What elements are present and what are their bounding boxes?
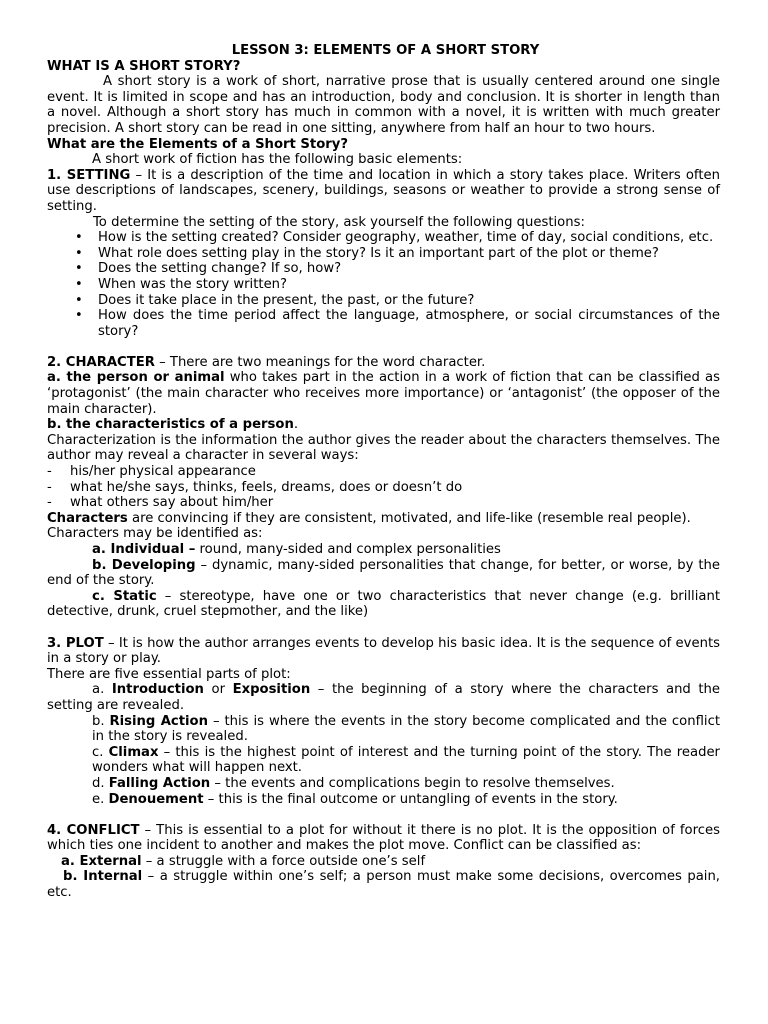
- spacer: [47, 620, 720, 636]
- plot-parts-intro: There are five essential parts of plot:: [47, 666, 291, 682]
- bullet-icon: •: [75, 230, 83, 246]
- list-item: • Does the setting change? If so, how?: [75, 261, 342, 277]
- setting-text: – It is a description of the time and location in which a story takes place. Writers often use descriptions of landscapes, scenery, buildings, seasons or weather to provide a strong sense of setting.: [47, 167, 720, 214]
- character-paragraph: 2. CHARACTER – There are two meanings for the word character.: [47, 354, 486, 370]
- character-meaning-b: b. the characteristics of a person.: [47, 417, 299, 433]
- bullet-icon: •: [75, 276, 83, 292]
- conflict-label: 4. CONFLICT: [47, 822, 140, 838]
- list-item: • What role does setting play in the story? Is it an important part of the plot or theme?: [75, 245, 659, 261]
- conflict-internal: b. Internal – a struggle within one’s self; a person must make some decisions, overcomes pain, etc.: [47, 869, 720, 901]
- character-type-developing: b. Developing – dynamic, many-sided personalities that change, for better, or worse, by the end of the story.: [47, 557, 720, 589]
- character-label: 2. CHARACTER: [47, 354, 155, 370]
- characterization-paragraph: Characterization is the information the author gives the reader about the characters themselves. The author may reveal a character in several ways:: [47, 432, 720, 464]
- spacer: [47, 339, 720, 355]
- intro-heading: WHAT IS A SHORT STORY?: [47, 58, 241, 74]
- plot-part-e: e. Denouement – this is the final outcome or untangling of events in the story.: [92, 791, 618, 807]
- character-type-individual: a. Individual – round, many-sided and complex personalities: [92, 542, 501, 557]
- list-item: • How is the setting created? Consider geography, weather, time of day, social conditions, etc.: [75, 230, 714, 246]
- character-ways: [47, 464, 720, 511]
- elements-lead: A short work of fiction has the following basic elements:: [92, 152, 463, 168]
- list-item: • Does it take place in the present, the past, or the future?: [75, 292, 475, 308]
- plot-part-b: b. Rising Action – this is where the events in the story become complicated and the conflict in the story is revealed.: [92, 713, 720, 745]
- conflict-external: a. External – a struggle with a force outside one’s self: [61, 853, 426, 869]
- character-meaning-a: a. the person or animal who takes part in the action in a work of fiction that can be classified as ‘protagonist’ (the main character who receives more importance) or ‘antagonist’ (the opposer of the main character).: [47, 370, 720, 417]
- bullet-icon: •: [75, 261, 83, 277]
- elements-heading: What are the Elements of a Short Story?: [47, 136, 349, 152]
- setting-paragraph: [47, 168, 720, 215]
- characters-identified: Characters may be identified as:: [47, 526, 263, 542]
- list-item: • When was the story written?: [75, 276, 288, 292]
- list-item: - what he/she says, thinks, feels, dreams, does or doesn’t do: [47, 479, 463, 495]
- plot-part-d: d. Falling Action – the events and complications begin to resolve themselves.: [92, 775, 615, 791]
- dash-icon: -: [47, 479, 52, 495]
- dash-icon: -: [47, 464, 52, 480]
- plot-part-c: c. Climax – this is the highest point of interest and the turning point of the story. The reader wonders what will happen next.: [92, 744, 720, 776]
- list-item: - his/her physical appearance: [47, 464, 256, 480]
- setting-label: 1. SETTING: [47, 167, 131, 183]
- bullet-icon: •: [75, 308, 83, 324]
- plot-label: 3. PLOT: [47, 635, 104, 651]
- character-type-static: c. Static – stereotype, have one or two characteristics that never change (e.g. brilliant detective, drunk, cruel stepmother, and the like): [47, 588, 720, 620]
- bullet-icon: •: [75, 245, 83, 261]
- list-item: • How does the time period affect the language, atmosphere, or social circumstances of the story?: [75, 308, 720, 339]
- spacer: [47, 807, 720, 823]
- characters-convincing: Characters are convincing if they are consistent, motivated, and life-like (resemble real people).: [47, 510, 691, 526]
- list-item: - what others say about him/her: [47, 495, 274, 511]
- setting-prompt: To determine the setting of the story, ask yourself the following questions:: [93, 214, 585, 230]
- bullet-icon: •: [75, 292, 83, 308]
- conflict-paragraph: 4. CONFLICT – This is essential to a plot for without it there is no plot. It is the opposition of forces which ties one incident to another and makes the plot move. Conflict can be classified as:: [47, 822, 720, 854]
- plot-part-a: a. Introduction or Exposition – the beginning of a story where the characters and the setting are revealed.: [47, 682, 721, 713]
- setting-questions: [47, 230, 720, 339]
- lesson-title: LESSON 3: ELEMENTS OF A SHORT STORY: [231, 43, 540, 58]
- dash-icon: -: [47, 495, 52, 511]
- intro-paragraph: A short story is a work of short, narrative prose that is usually centered around one single event. It is limited in scope and has an introduction, body and conclusion. It is shorter in length than a novel. Although a short story has much in common with a novel, it is written with much greater precision. A short story can be read in one sitting, anywhere from half an hour to two hours.: [47, 74, 720, 136]
- plot-paragraph: 3. PLOT – It is how the author arranges events to develop his basic idea. It is the sequence of events in a story or play.: [47, 635, 720, 667]
